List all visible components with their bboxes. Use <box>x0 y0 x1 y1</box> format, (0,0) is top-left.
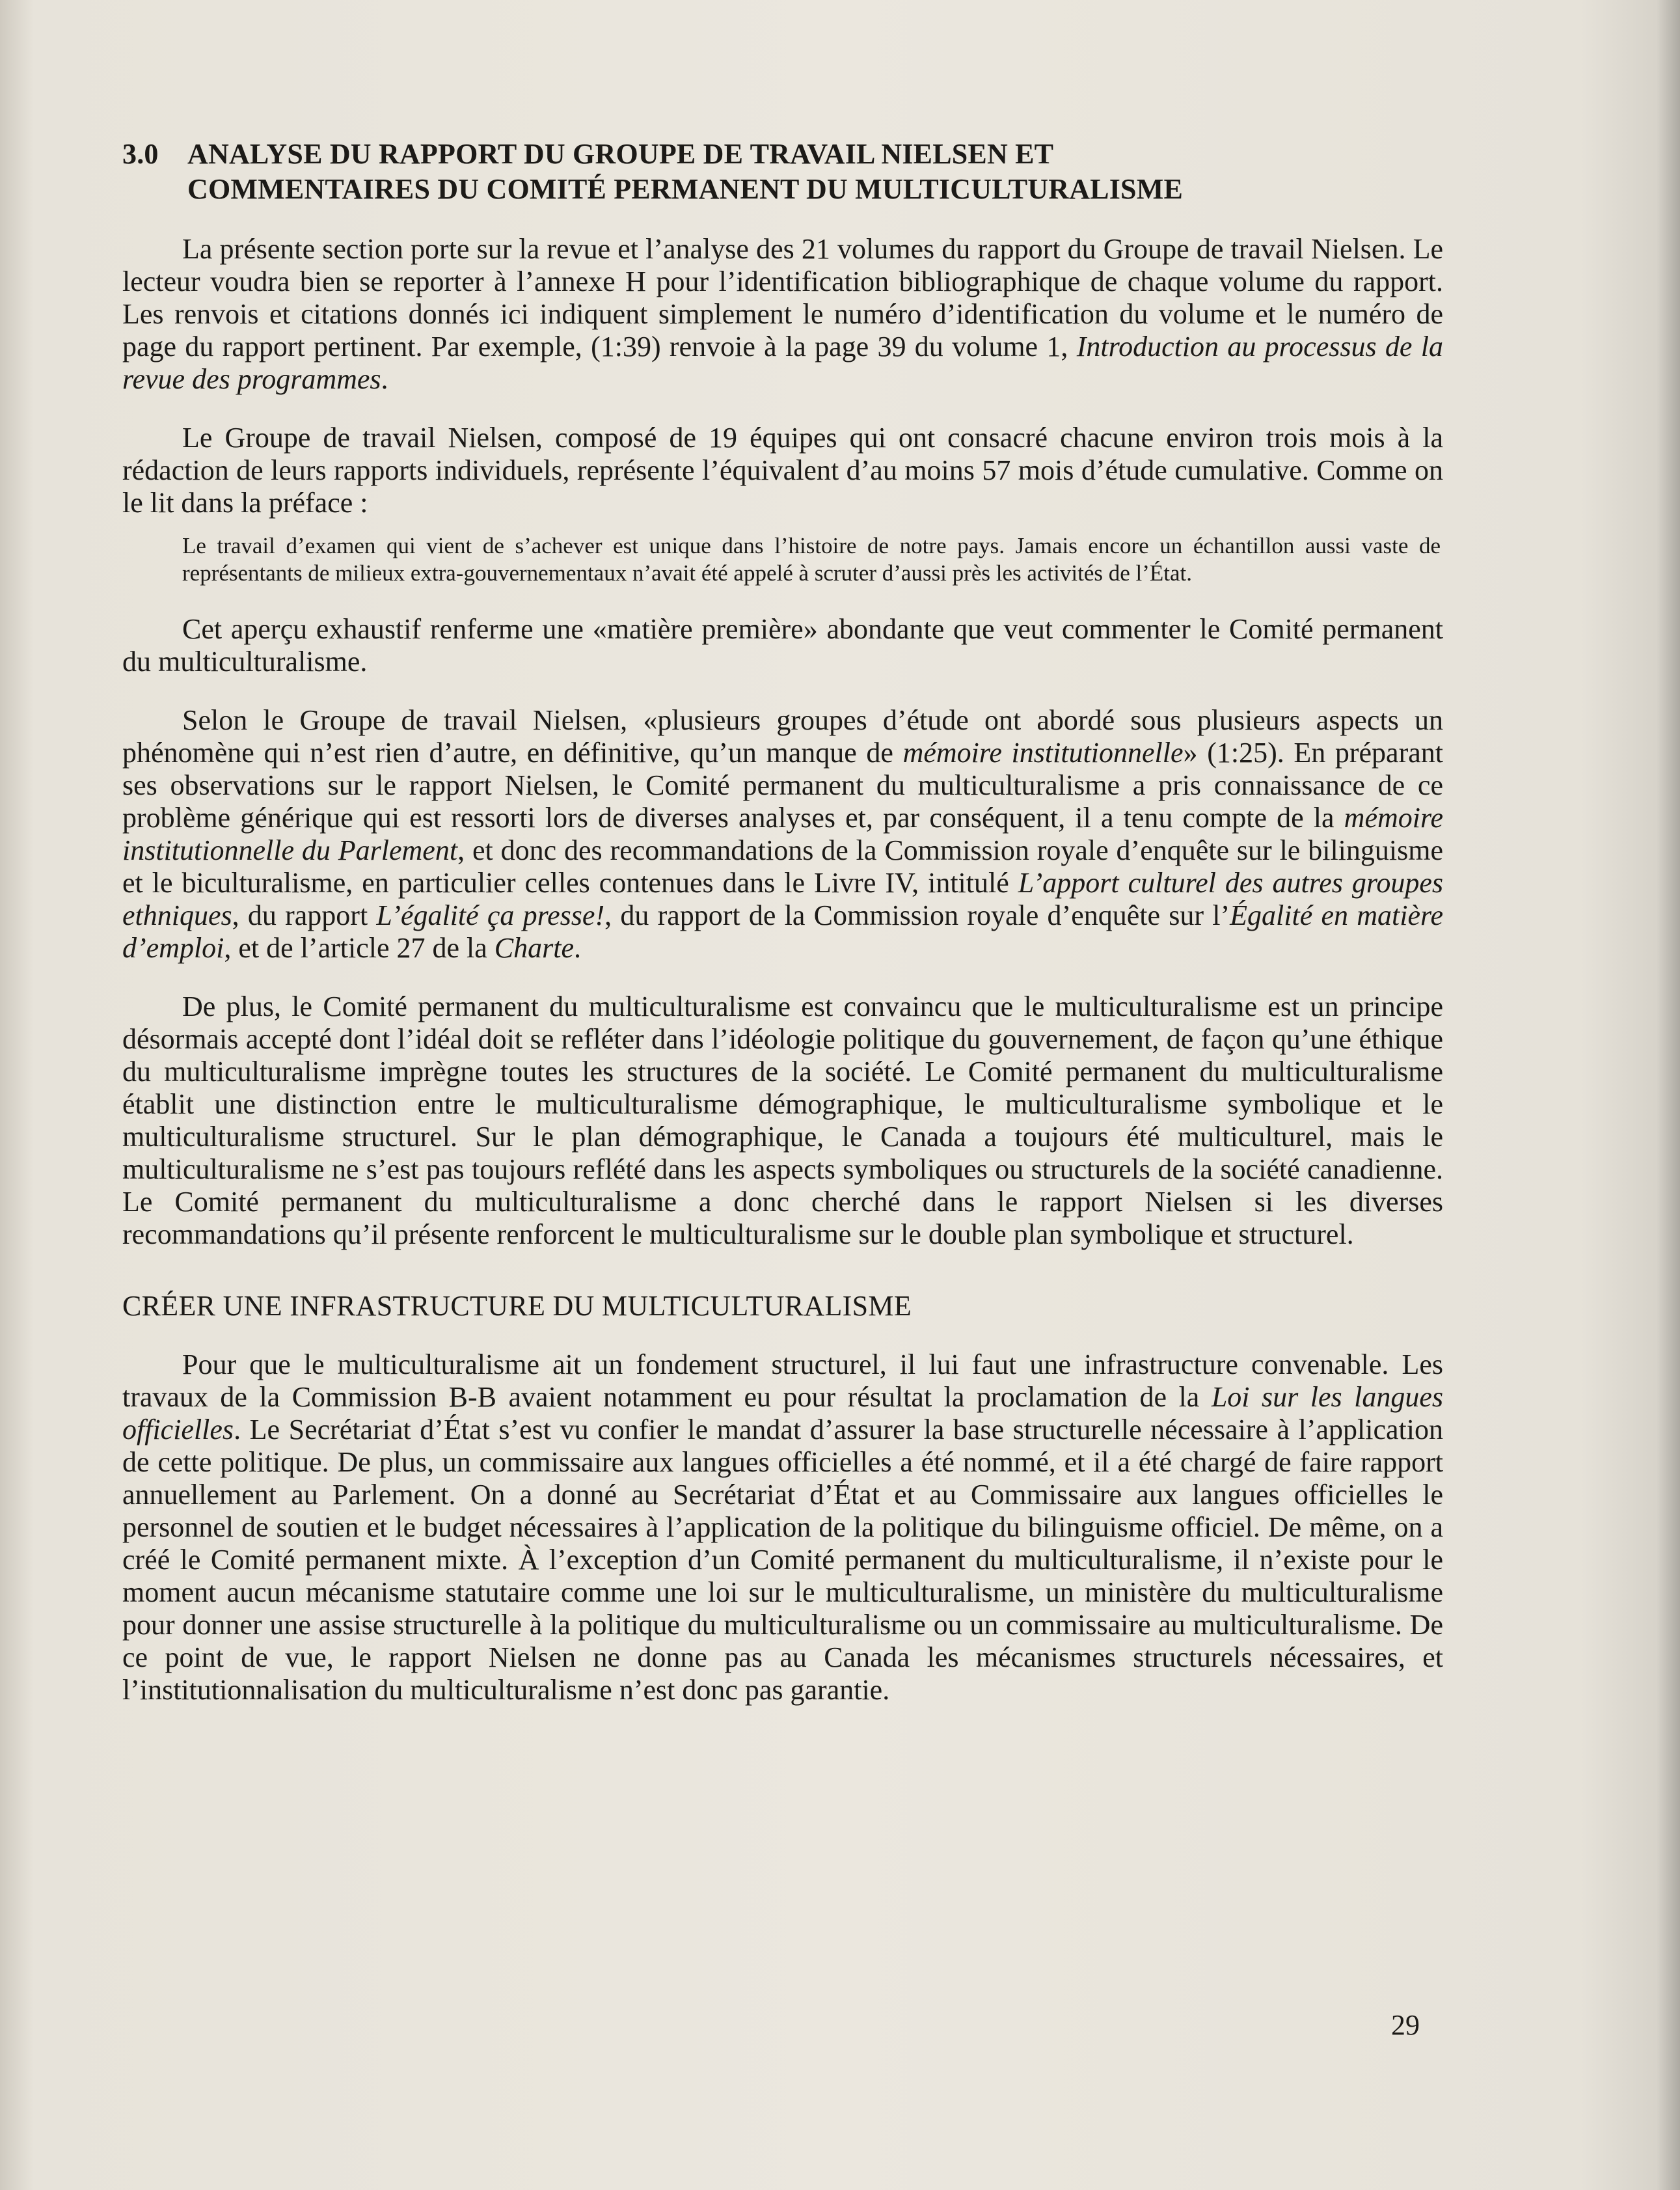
paragraph-memoire: Selon le Groupe de travail Nielsen, «plusieurs groupes d’étude ont abordé sous plusieurs aspects un phénomène qui n’est rien d’autre, en définitive, qu’un manque de mémoire institutionnelle» (1:25). En préparant ses observations sur le rapport Nielsen, le Comité permanent du multiculturalisme a pris connaissance de ce problème générique qui est ressorti lors de diverses analyses et, par conséquent, il a tenu compte de la mémoire institutionnelle du Parlement, et donc des recommandations de la Commission royale d’enquête sur le bilinguisme et le biculturalisme, en particulier celles contenues dans le Livre IV, intitulé L’apport culturel des autres groupes ethniques, du rapport L’égalité ça presse!, du rapport de la Commission royale d’enquête sur l’Égalité en matière d’emploi, et de l’article 27 de la Charte. <box>122 704 1443 964</box>
page-edge-shadow <box>1657 0 1680 2190</box>
page-number: 29 <box>1391 2009 1420 2041</box>
italic-title: Introduction au processus de la revue des programmes <box>122 331 1443 395</box>
section-title <box>187 137 1443 207</box>
paragraph-intro: La présente section porte sur la revue et l’analyse des 21 volumes du rapport du Groupe de travail Nielsen. Le lecteur voudra bien se reporter à l’annexe H pour l’identification bibliographique de chaque volume du rapport. Les renvois et citations donnés ici indiquent simplement le numéro d’identification du volume et le numéro de page du rapport pertinent. Par exemple, (1:39) renvoie à la page 39 du volume 1, Introduction au processus de la revue des programmes. <box>122 233 1443 395</box>
block-quote: Le travail d’examen qui vient de s’achever est unique dans l’histoire de notre pays. Jamais encore un échantillon aussi vaste de représentants de milieux extra-gouvernementaux n’avait été appelé à scruter d’aussi près les activités de l’État. <box>182 533 1441 586</box>
section-heading <box>122 137 1443 207</box>
page-body <box>122 137 1443 1706</box>
paragraph-multiculturalisme: De plus, le Comité permanent du multiculturalisme est convaincu que le multiculturalisme est un principe désormais accepté dont l’idéal doit se refléter dans l’idéologie politique du gouvernement, de façon qu’une éthique du multiculturalisme imprègne toutes les structures de la société. Le Comité permanent du multiculturalisme établit une distinction entre le multiculturalisme démographique, le multiculturalisme symbolique et le multiculturalisme structurel. Sur le plan démographique, le Canada a toujours été multiculturel, mais le multiculturalisme ne s’est pas toujours reflété dans les aspects symboliques ou structurels de la société canadienne. Le Comité permanent du multiculturalisme a donc cherché dans le rapport Nielsen si les diverses recommandations qu’il présente renforcent le multiculturalisme sur le double plan symbolique et structurel. <box>122 991 1443 1250</box>
paragraph-apercu: Cet aperçu exhaustif renferme une «matière première» abondante que veut commenter le Comité permanent du multiculturalisme. <box>122 613 1443 678</box>
paragraph-infrastructure: Pour que le multiculturalisme ait un fondement structurel, il lui faut une infrastructure convenable. Les travaux de la Commission B-B avaient notamment eu pour résultat la proclamation de la Loi sur les langues officielles. Le Secrétariat d’État s’est vu confier le mandat d’assurer la base structurelle nécessaire à l’application de cette politique. De plus, un commissaire aux langues officielles a été nommé, et il a été chargé de faire rapport annuellement au Parlement. On a donné au Secrétariat d’État et au Commissaire aux langues officielles le personnel de soutien et le budget nécessaires à l’application de la politique du bilinguisme officiel. De même, on a créé le Comité permanent mixte. À l’exception d’un Comité permanent du multiculturalisme, il n’existe pour le moment aucun mécanisme statutaire comme une loi sur le multiculturalisme, un ministère du multiculturalisme pour donner une assise structurelle à la politique du multiculturalisme ou un commissaire au multiculturalisme. De ce point de vue, le rapport Nielsen ne donne pas au Canada les mécanismes structurels nécessaires, et l’institutionnalisation du multiculturalisme n’est donc pas garantie. <box>122 1348 1444 1706</box>
paragraph-task-force: Le Groupe de travail Nielsen, composé de 19 équipes qui ont consacré chacune environ trois mois à la rédaction de leurs rapports individuels, représente l’équivalent d’au moins 57 mois d’étude cumulative. Comme on le lit dans la préface : <box>122 422 1443 519</box>
subheading-infrastructure: CRÉER UNE INFRASTRUCTURE DU MULTICULTURALISME <box>122 1290 912 1322</box>
section-number: 3.0 <box>122 138 159 170</box>
section-title-line-2: COMMENTAIRES DU COMITÉ PERMANENT DU MULTICULTURALISME <box>187 173 1183 205</box>
section-title-line-1: ANALYSE DU RAPPORT DU GROUPE DE TRAVAIL NIELSEN ET <box>187 138 1054 170</box>
